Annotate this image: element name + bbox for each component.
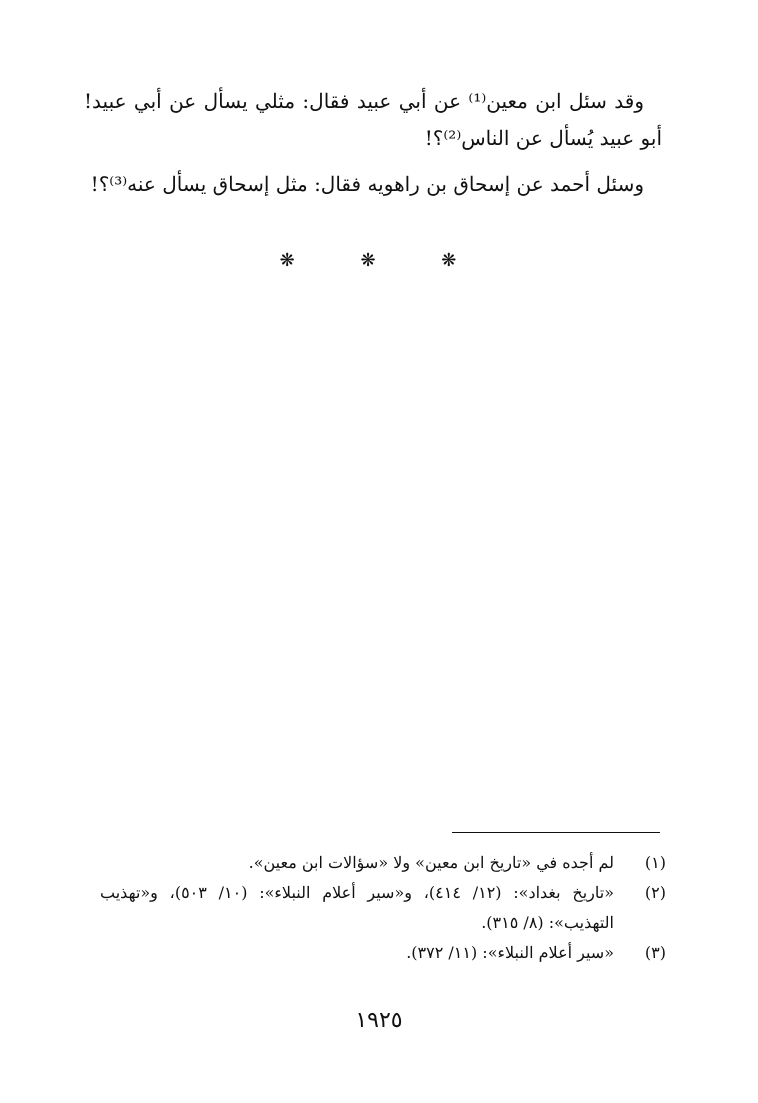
ornament-icon: ❋: [441, 250, 479, 271]
footnotes: [100, 848, 666, 968]
footnote-separator: [452, 832, 660, 833]
footnote-text: لم أجده في «تاريخ ابن معين» ولا «سؤالات ابن معين».: [248, 853, 614, 872]
ornament-icon: ❋: [360, 250, 398, 271]
section-divider: [0, 250, 758, 271]
footnote-text: «سير أعلام النبلاء»: (١١/ ٣٧٢).: [406, 943, 614, 962]
footnote-number: (٢): [644, 883, 666, 902]
body-paragraph-2: وسئل أحمد عن إسحاق بن راهويه فقال: مثل إسحاق يسأل عنه⁽³⁾؟!: [90, 172, 644, 196]
footnote-2: [100, 878, 666, 938]
footnote-3: [100, 938, 666, 968]
footnote-number: (١): [644, 853, 666, 872]
ornament-icon: ❋: [279, 250, 317, 271]
footnote-text: «تاريخ بغداد»: (١٢/ ٤١٤)، و«سير أعلام النبلاء»: (١٠/ ٥٠٣)، و«تهذيب التهذيب»: (٨/ ٣١٥).: [100, 883, 614, 932]
body-paragraph-1: وقد سئل ابن معين⁽¹⁾ عن أبي عبيد فقال: مثلي يسأل عن أبي عبيد! أبو عبيد يُسأل عن الناس⁽²⁾؟!: [84, 89, 662, 150]
footnote-number: (٣): [644, 943, 666, 962]
page-number: ١٩٢٥: [355, 1008, 403, 1033]
footnote-1: [100, 848, 666, 878]
